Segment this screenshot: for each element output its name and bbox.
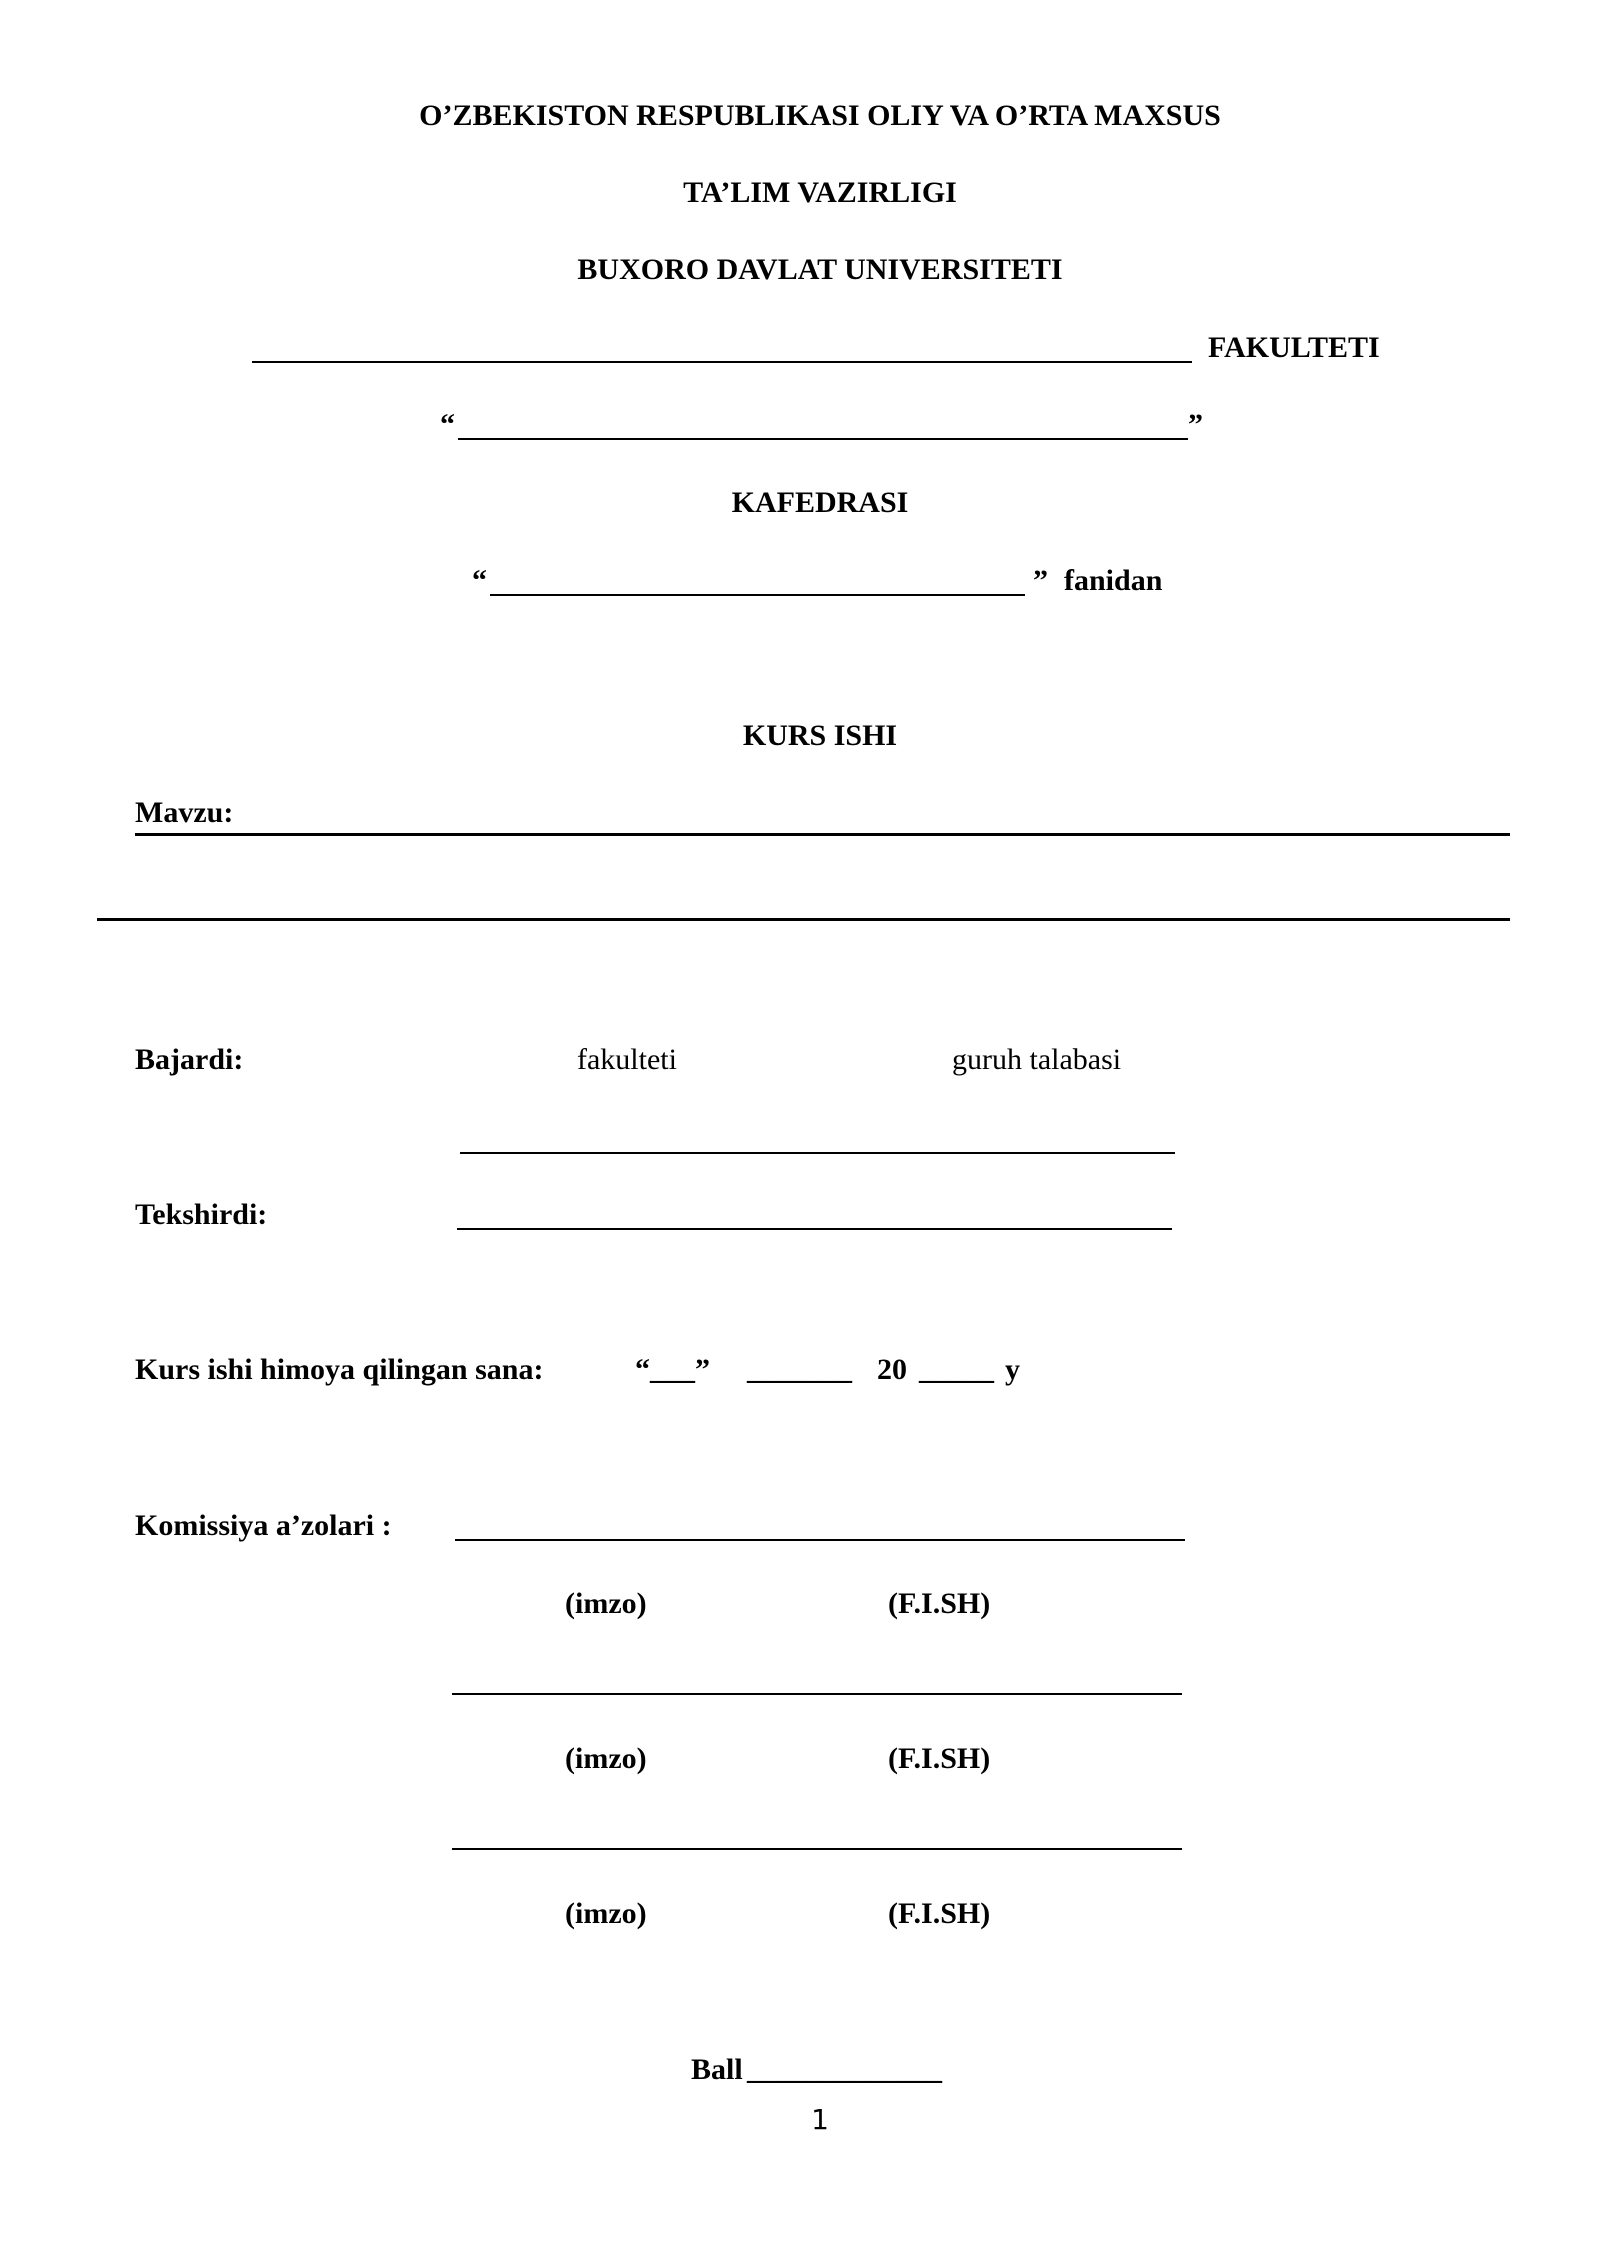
document-title: KURS ISHI bbox=[742, 719, 898, 752]
defense-day-field[interactable]: “___” bbox=[635, 1353, 710, 1386]
topic-label: Mavzu: bbox=[135, 796, 234, 829]
faculty-label: FAKULTETI bbox=[1208, 331, 1380, 364]
performed-group-text: guruh talabasi bbox=[952, 1043, 1122, 1076]
ministry-title-line2: TA’LIM VAZIRLIGI bbox=[683, 176, 957, 209]
performed-faculty-text: fakulteti bbox=[577, 1043, 677, 1076]
commission-member-field-2[interactable] bbox=[452, 1693, 1182, 1695]
defense-year-suffix: y bbox=[1005, 1353, 1020, 1386]
defense-year-field[interactable]: _____ bbox=[919, 1353, 994, 1386]
ministry-title-line1: O’ZBEKISTON RESPUBLIKASI OLIY VA O’RTA MAXSUS bbox=[419, 99, 1221, 132]
commission-label: Komissiya a’zolari : bbox=[135, 1509, 392, 1542]
topic-field-line2[interactable] bbox=[97, 918, 1510, 921]
subject-label: fanidan bbox=[1064, 564, 1163, 597]
checked-label: Tekshirdi: bbox=[135, 1198, 268, 1231]
score-label: Ball bbox=[691, 2053, 743, 2086]
performed-label: Bajardi: bbox=[135, 1043, 244, 1076]
commission-member-field-1[interactable] bbox=[455, 1539, 1185, 1541]
commission-name-label: (F.I.SH) bbox=[888, 1742, 991, 1775]
department-name-field[interactable] bbox=[458, 438, 1188, 440]
topic-field-line1[interactable] bbox=[135, 833, 1510, 836]
subject-name-field[interactable] bbox=[490, 594, 1025, 596]
student-name-field[interactable] bbox=[460, 1152, 1175, 1154]
department-label: KAFEDRASI bbox=[731, 486, 909, 519]
score-field[interactable]: _____________ bbox=[747, 2053, 942, 2086]
commission-signature-label: (imzo) bbox=[565, 1897, 647, 1930]
supervisor-name-field[interactable] bbox=[457, 1228, 1172, 1230]
defense-date-label: Kurs ishi himoya qilingan sana: bbox=[135, 1353, 544, 1386]
commission-name-label: (F.I.SH) bbox=[888, 1587, 991, 1620]
department-close-quote: ” bbox=[1188, 408, 1203, 441]
commission-signature-label: (imzo) bbox=[565, 1587, 647, 1620]
university-name: BUXORO DAVLAT UNIVERSITETI bbox=[577, 253, 1063, 286]
defense-month-field[interactable]: _______ bbox=[747, 1353, 852, 1386]
page-number: 1 bbox=[811, 2103, 829, 2136]
faculty-name-field[interactable] bbox=[252, 361, 1192, 363]
commission-signature-label: (imzo) bbox=[565, 1742, 647, 1775]
commission-member-field-3[interactable] bbox=[452, 1848, 1182, 1850]
defense-year-prefix: 20 bbox=[877, 1353, 907, 1386]
department-open-quote: “ bbox=[440, 408, 455, 441]
commission-name-label: (F.I.SH) bbox=[888, 1897, 991, 1930]
subject-close-quote: ” bbox=[1033, 564, 1048, 597]
subject-open-quote: “ bbox=[472, 564, 487, 597]
